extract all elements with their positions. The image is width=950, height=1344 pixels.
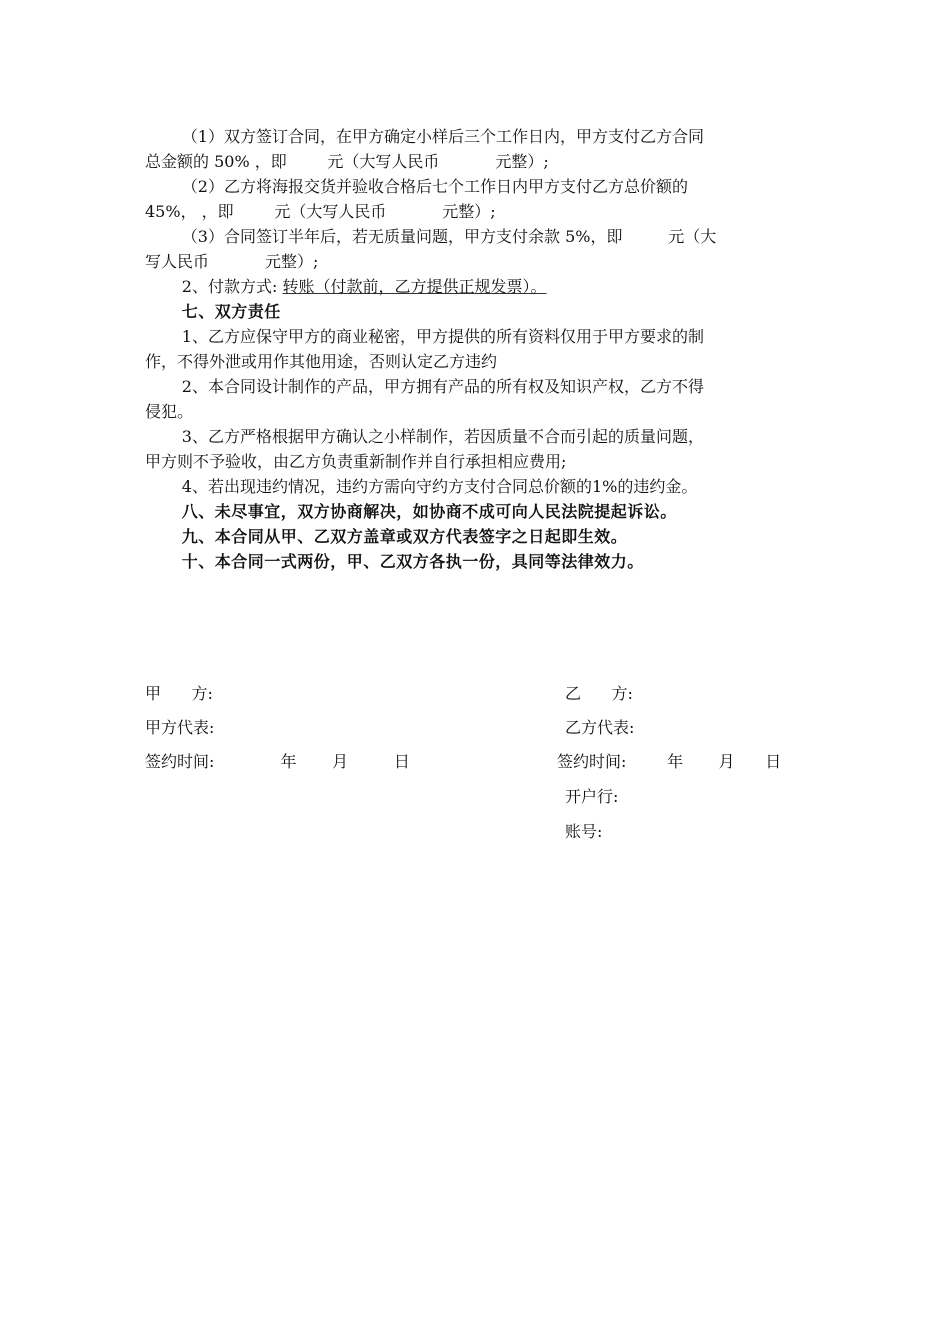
- section-7-item-4: 4、若出现违约情况，违约方需向守约方支付合同总价额的1%的违约金。: [181, 477, 698, 496]
- party-a-rep-label: 甲方代表:: [145, 718, 215, 737]
- section-7-item-1-cont: [145, 349, 805, 374]
- section-7-item-3-cont: [145, 449, 805, 474]
- section-7-item-1-line-1: 1、乙方应保守甲方的商业秘密，甲方提供的所有资料仅用于甲方要求的制: [181, 327, 704, 346]
- section-7-item-1: [145, 324, 805, 349]
- payment-item-2-cont: [145, 199, 805, 224]
- payment-item-3: [145, 224, 805, 249]
- section-7-item-3: [145, 424, 805, 449]
- section-10: 十、本合同一式两份，甲、乙双方各执一份，具同等法律效力。: [181, 552, 644, 571]
- payment-item-1-line-1: （1）双方签订合同，在甲方确定小样后三个工作日内，甲方支付乙方合同: [181, 127, 704, 146]
- payment-item-3-line-1: （3）合同签订半年后，若无质量问题，甲方支付余款 5%，即 元（大: [181, 227, 717, 246]
- payment-method-label: 2、付款方式:: [181, 277, 283, 296]
- contract-body: [145, 124, 805, 574]
- payment-method: [145, 274, 805, 299]
- section-7-item-1-line-2: 作，不得外泄或用作其他用途，否则认定乙方违约: [145, 352, 498, 371]
- party-b-bank-label: 开户行:: [565, 787, 619, 806]
- payment-item-3-cont: [145, 249, 805, 274]
- section-7-item-2-line-2: 侵犯。: [145, 402, 194, 421]
- section-7-heading: 七、双方责任: [181, 302, 281, 321]
- payment-item-3-line-2: 写人民币 元整）;: [145, 252, 319, 271]
- party-b-name-label: 乙 方:: [565, 684, 633, 703]
- payment-method-value: 转账（付款前，乙方提供正规发票）。: [282, 277, 547, 296]
- party-b-rep-label: 乙方代表:: [565, 718, 635, 737]
- payment-item-1-cont: [145, 149, 805, 174]
- section-7-item-2: [145, 374, 805, 399]
- section-7-item-3-line-2: 甲方则不予验收，由乙方负责重新制作并自行承担相应费用;: [145, 452, 567, 471]
- payment-item-1-line-2: 总金额的 50% ，即 元（大写人民币 元整）;: [145, 152, 549, 171]
- section-7-item-2-line-1: 2、本合同设计制作的产品，甲方拥有产品的所有权及知识产权，乙方不得: [181, 377, 704, 396]
- section-7-item-2-cont: [145, 399, 805, 424]
- payment-item-2-line-2: 45%， ，即 元（大写人民币 元整）;: [145, 202, 496, 221]
- party-a-name-label: 甲 方:: [145, 684, 213, 703]
- payment-item-1: [145, 124, 805, 149]
- party-b-date-label: 签约时间: 年 月 日: [557, 752, 782, 771]
- section-7-item-3-line-1: 3、乙方严格根据甲方确认之小样制作，若因质量不合而引起的质量问题，: [181, 427, 704, 446]
- section-9: 九、本合同从甲、乙双方盖章或双方代表签字之日起即生效。: [181, 527, 628, 546]
- section-8: 八、未尽事宜，双方协商解决，如协商不成可向人民法院提起诉讼。: [181, 502, 677, 521]
- party-b-account-label: 账号:: [565, 822, 603, 841]
- party-a-date-label: 签约时间: 年 月 日: [145, 752, 410, 771]
- payment-item-2: [145, 174, 805, 199]
- payment-item-2-line-1: （2）乙方将海报交货并验收合格后七个工作日内甲方支付乙方总价额的: [181, 177, 688, 196]
